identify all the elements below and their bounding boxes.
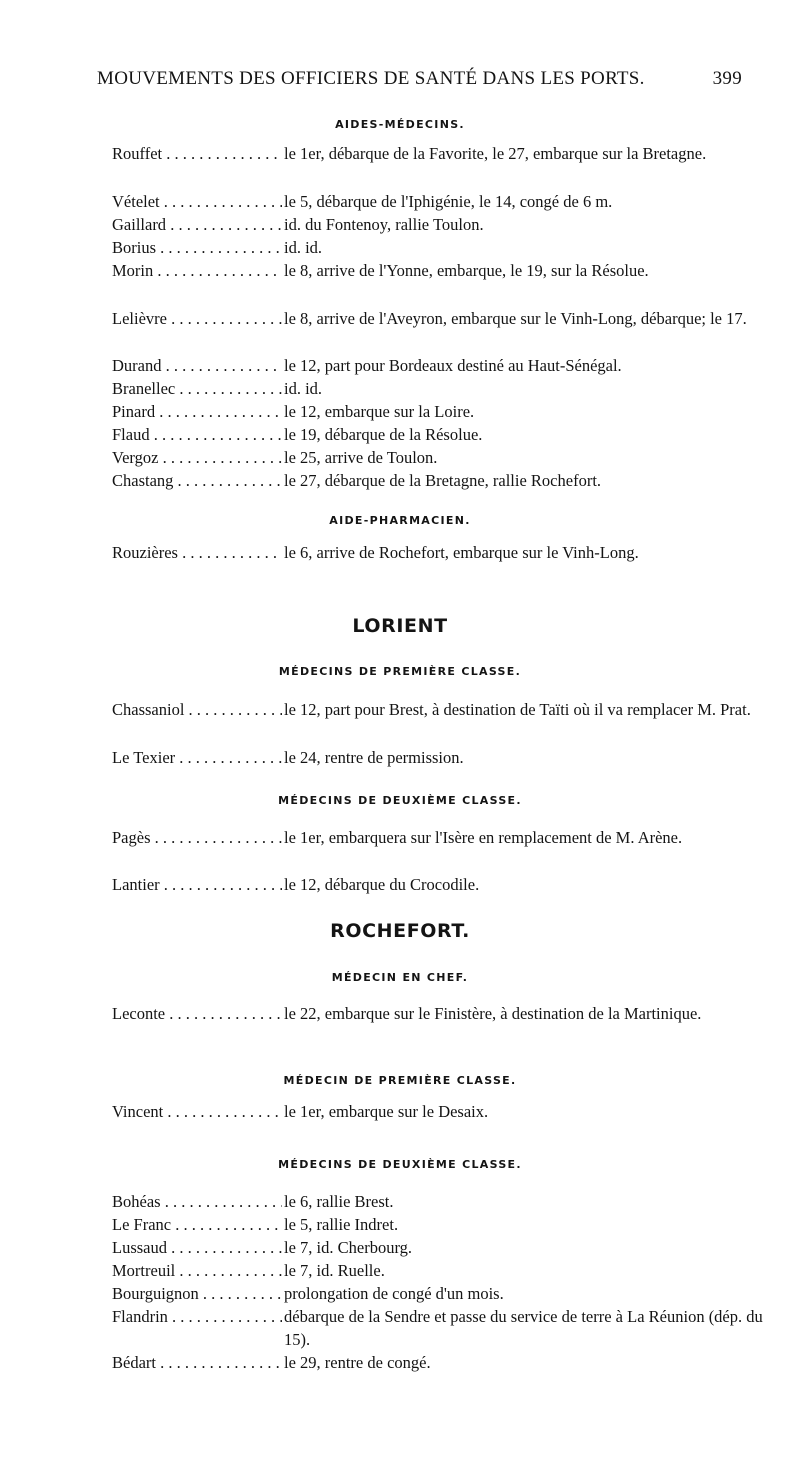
- entry-name: Leconte . . .: [112, 1002, 282, 1025]
- entry-text: le 27, débarque de la Bretagne, rallie Rochefort.: [284, 471, 602, 490]
- entry-lussaud: [112, 1236, 774, 1259]
- entry-name: Lelièvre . . .: [112, 307, 282, 330]
- entry-name: Chastang . . .: [112, 469, 282, 492]
- entry-name: Vincent . . .: [112, 1100, 282, 1123]
- entry-name: Vételet . . .: [112, 190, 282, 213]
- section-heading-medecin-en-chef: MÉDECIN EN CHEF.: [331, 971, 469, 984]
- section-heading-medecins-deuxieme-classe: MÉDECINS DE DEUXIÈME CLASSE.: [278, 794, 522, 807]
- entry-name: Durand . . .: [112, 354, 282, 377]
- entry-text: le 29, rentre de congé.: [284, 1353, 431, 1372]
- page-number: 399: [712, 68, 742, 89]
- entry-flaud: [112, 423, 774, 446]
- entry-text: le 1er, embarque sur le Desaix.: [284, 1102, 489, 1121]
- entry-name: Pinard . . .: [112, 400, 282, 423]
- entry-name: Gaillard . . .: [112, 213, 282, 236]
- entry-text: le 7, id. Cherbourg.: [284, 1238, 413, 1257]
- entry-name: Flandrin . . .: [112, 1305, 282, 1328]
- entry-text: le 1er, embarquera sur l'Isère en remplacement de M. Arène.: [284, 828, 683, 847]
- entry-gaillard: [112, 213, 774, 236]
- entry-name: Borius . . .: [112, 236, 282, 259]
- entry-boheas: [112, 1190, 774, 1213]
- entry-name: Morin . . .: [112, 259, 282, 282]
- entry-text: le 24, rentre de permission.: [284, 748, 464, 767]
- entry-name: Branellec . . .: [112, 377, 282, 400]
- entry-mortreuil: [112, 1259, 774, 1282]
- entry-le-texier: [112, 746, 774, 769]
- section-heading-aides-medecins: AIDES-MÉDECINS.: [335, 118, 465, 131]
- entry-text: id. du Fontenoy, rallie Toulon.: [284, 215, 484, 234]
- entry-text: le 12, part pour Brest, à destination de Taïti où il va remplacer M. Prat.: [284, 700, 751, 719]
- entry-bourguignon: [112, 1282, 774, 1305]
- entry-text: le 25, arrive de Toulon.: [284, 448, 438, 467]
- entry-name: Bourguignon . . .: [112, 1282, 282, 1305]
- header-title: MOUVEMENTS DES OFFICIERS DE SANTÉ DANS LES PORTS.: [97, 68, 645, 89]
- entry-durand: [112, 354, 774, 377]
- section-heading-medecin-premiere-classe: MÉDECIN DE PREMIÈRE CLASSE.: [283, 1074, 517, 1087]
- entry-name: Bohéas . . .: [112, 1190, 282, 1213]
- entry-text: prolongation de congé d'un mois.: [284, 1284, 504, 1303]
- entry-text: le 8, arrive de l'Yonne, embarque, le 19, sur la Résolue.: [284, 261, 649, 280]
- entry-text: le 12, embarque sur la Loire.: [284, 402, 475, 421]
- entry-pages: [112, 826, 774, 849]
- section-heading-aide-pharmacien: AIDE-PHARMACIEN.: [329, 514, 471, 527]
- entry-name: Flaud . . .: [112, 423, 282, 446]
- entry-borius: [112, 236, 774, 259]
- entry-text: le 22, embarque sur le Finistère, à destination de la Martinique.: [284, 1004, 702, 1023]
- entry-text: le 19, débarque de la Résolue.: [284, 425, 483, 444]
- entry-name: Le Franc . . .: [112, 1213, 282, 1236]
- entry-text: débarque de la Sendre et passe du service de terre à La Réunion (dép. du 15).: [284, 1307, 763, 1349]
- entry-text: le 12, débarque du Crocodile.: [284, 875, 480, 894]
- entry-name: Rouffet . . .: [112, 142, 282, 165]
- entry-morin: [112, 259, 774, 282]
- entry-vincent: [112, 1100, 774, 1123]
- running-header: [97, 68, 742, 90]
- entry-name: Rouzières . . .: [112, 541, 282, 564]
- section-heading-medecins-premiere-classe: MÉDECINS DE PREMIÈRE CLASSE.: [278, 665, 522, 678]
- port-heading-lorient: LORIENT: [352, 615, 448, 637]
- entry-lelievre: [112, 307, 774, 330]
- entry-le-franc: [112, 1213, 774, 1236]
- entry-name: Bédart . . .: [112, 1351, 282, 1374]
- entry-text: le 5, rallie Indret.: [284, 1215, 399, 1234]
- entry-text: le 12, part pour Bordeaux destiné au Haut-Sénégal.: [284, 356, 622, 375]
- entry-text: le 6, rallie Brest.: [284, 1192, 394, 1211]
- entry-name: Pagès . . .: [112, 826, 282, 849]
- entry-name: Chassaniol . . .: [112, 698, 282, 721]
- entry-name: Mortreuil . . .: [112, 1259, 282, 1282]
- entry-text: le 6, arrive de Rochefort, embarque sur le Vinh-Long.: [284, 543, 639, 562]
- entry-text: le 7, id. Ruelle.: [284, 1261, 385, 1280]
- entry-rouffet: [112, 142, 774, 165]
- entry-flandrin: [112, 1305, 774, 1351]
- entry-pinard: [112, 400, 774, 423]
- entry-name: Vergoz . . .: [112, 446, 282, 469]
- section-heading-medecins-deuxieme-classe: MÉDECINS DE DEUXIÈME CLASSE.: [278, 1158, 522, 1171]
- entry-name: Lussaud . . .: [112, 1236, 282, 1259]
- port-heading-rochefort: ROCHEFORT.: [330, 920, 470, 942]
- entry-chassaniol: [112, 698, 774, 721]
- entry-text: le 5, débarque de l'Iphigénie, le 14, congé de 6 m.: [284, 192, 613, 211]
- entry-rouzieres: [112, 541, 774, 564]
- entry-vergoz: [112, 446, 774, 469]
- entry-text: id. id.: [284, 238, 323, 257]
- entry-chastang: [112, 469, 774, 492]
- entry-vetelet: [112, 190, 774, 213]
- entry-name: Le Texier . . .: [112, 746, 282, 769]
- entry-lantier: [112, 873, 774, 896]
- entry-name: Lantier . . .: [112, 873, 282, 896]
- entry-text: id. id.: [284, 379, 323, 398]
- entry-bedart: [112, 1351, 774, 1374]
- entry-leconte: [112, 1002, 774, 1025]
- entry-text: le 1er, débarque de la Favorite, le 27, embarque sur la Bretagne.: [284, 144, 707, 163]
- entry-branellec: [112, 377, 774, 400]
- entry-text: le 8, arrive de l'Aveyron, embarque sur le Vinh-Long, débarque; le 17.: [284, 309, 747, 328]
